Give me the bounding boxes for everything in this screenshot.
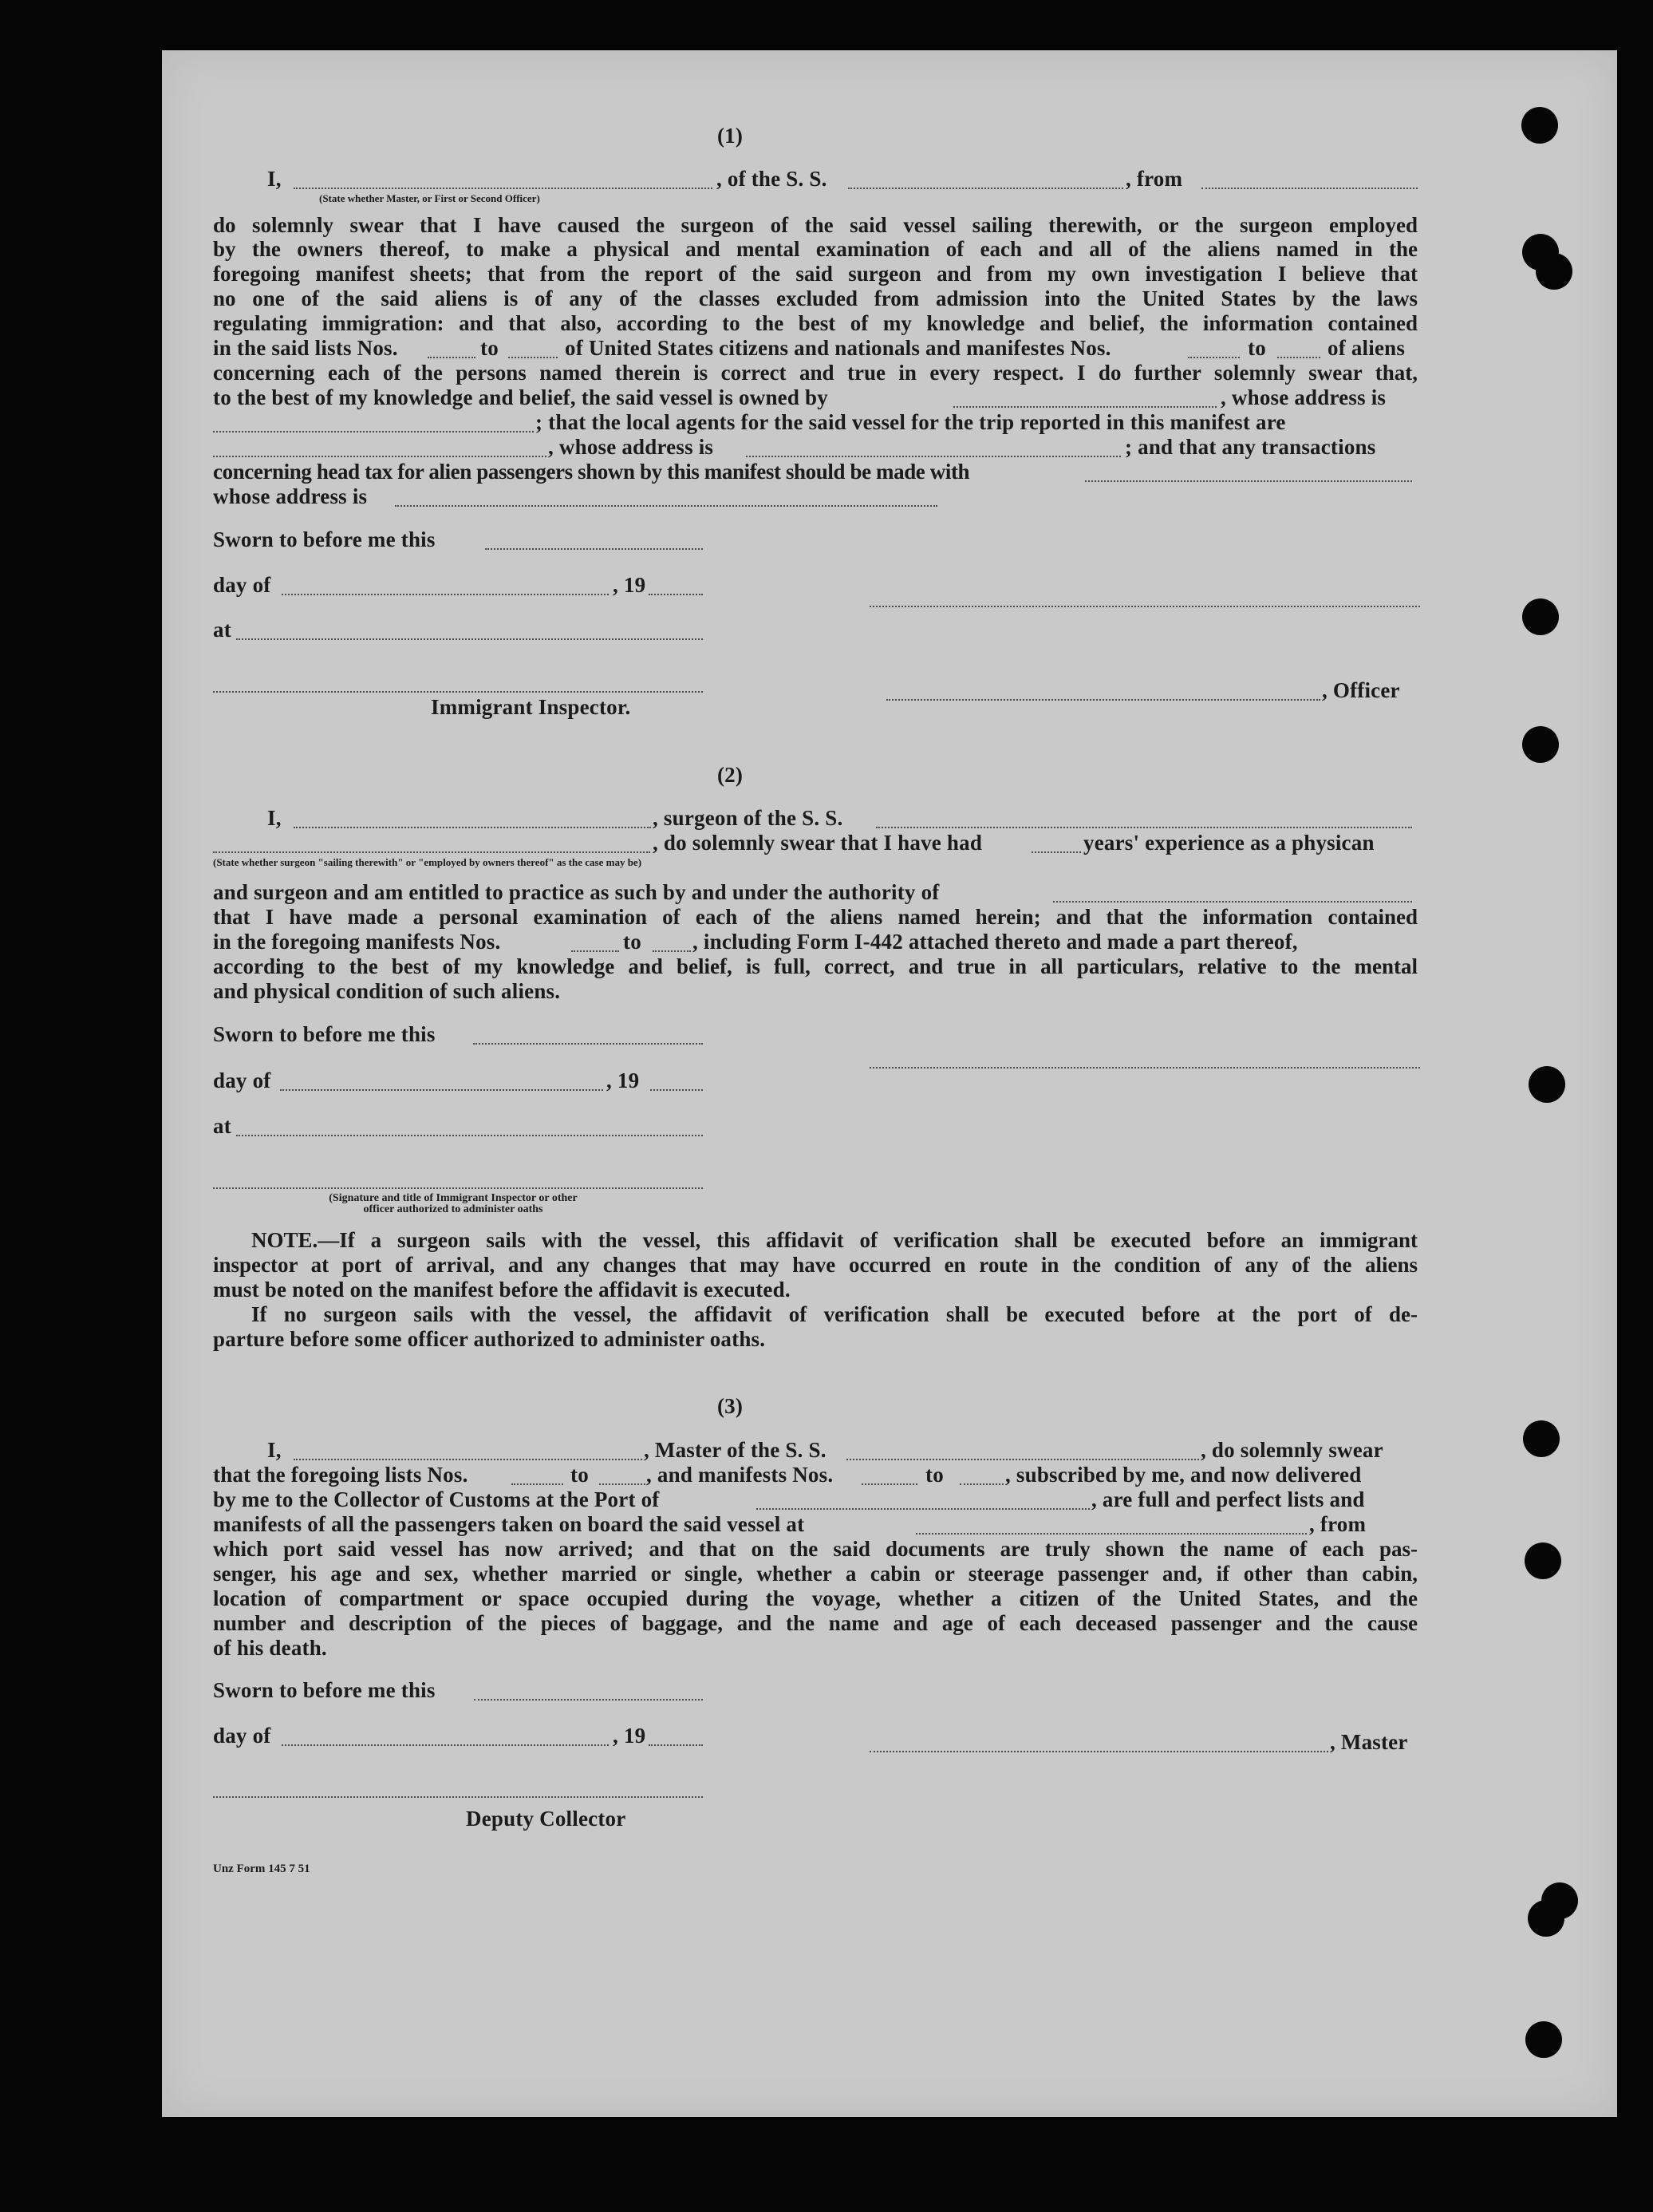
s2-month-field[interactable] bbox=[280, 1089, 603, 1091]
s3-deputy-label: Deputy Collector bbox=[466, 1807, 626, 1831]
s1-at-label: at bbox=[213, 618, 231, 642]
s1-local-agents-label: ; that the local agents for the said vessel for the trip reported in this manifest are bbox=[535, 410, 1286, 434]
s3-port-label: by me to the Collector of Customs at the Port of bbox=[213, 1487, 660, 1511]
s3-port-field[interactable] bbox=[756, 1508, 1090, 1510]
s2-years-label: years' experience as a physican bbox=[1083, 831, 1375, 855]
s3-lists-from-field[interactable] bbox=[511, 1483, 563, 1485]
s3-master-name-field[interactable] bbox=[294, 1459, 642, 1460]
s3-from-label: , from bbox=[1309, 1512, 1367, 1536]
s1-year-label: , 19 bbox=[613, 573, 646, 597]
punch-hole bbox=[1522, 726, 1559, 763]
s3-para-line: which port said vessel has now arrived; and that on the said documents are truly shown the name of each pas- bbox=[213, 1537, 1418, 1561]
s2-swear-label: , do solemnly swear that I have had bbox=[653, 831, 983, 855]
s2-authority-label: and surgeon and am entitled to practice as such by and under the authority of bbox=[213, 880, 940, 904]
s2-at-place-field[interactable] bbox=[236, 1135, 703, 1136]
punch-hole bbox=[1523, 1420, 1560, 1457]
s1-para-line: do solemnly swear that I have caused the surgeon of the said vessel sailing therewith, or the surgeon employed bbox=[213, 213, 1418, 237]
s1-manifests-to-field[interactable] bbox=[1277, 357, 1320, 358]
punch-hole bbox=[1536, 253, 1572, 290]
s1-manifests-label: of United States citizens and nationals and manifestes Nos. bbox=[565, 336, 1111, 360]
s3-year-field[interactable] bbox=[649, 1744, 703, 1746]
s2-form-label: , including Form I-442 attached thereto and made a part thereof, bbox=[692, 930, 1298, 954]
s1-para-line: foregoing manifest sheets; that from the report of the said surgeon and from my own investigation I believe that bbox=[213, 262, 1418, 286]
s3-vessel-name-field[interactable] bbox=[846, 1459, 1199, 1460]
s3-manifests-label: , and manifests Nos. bbox=[646, 1463, 834, 1487]
s3-para-line: senger, his age and sex, whether married or single, whether a cabin or steerage passenger and, if other than cabin, bbox=[213, 1562, 1418, 1586]
s2-signature-note-1: (Signature and title of Immigrant Inspector or other bbox=[329, 1192, 578, 1204]
note-line: must be noted on the manifest before the affidavit is executed. bbox=[213, 1278, 791, 1302]
s1-lists-from-field[interactable] bbox=[428, 357, 475, 358]
s3-para-end: of his death. bbox=[213, 1636, 327, 1660]
s2-day-of-label: day of bbox=[213, 1068, 271, 1092]
s1-owned-by-label: to the best of my knowledge and belief, the said vessel is owned by bbox=[213, 385, 828, 409]
s2-authority-field[interactable] bbox=[1053, 901, 1412, 903]
s3-sworn-label: Sworn to before me this bbox=[213, 1678, 436, 1702]
note-line: parture before some officer authorized to administer oaths. bbox=[213, 1327, 766, 1351]
punch-hole bbox=[1525, 1542, 1561, 1579]
s1-officer-label: , Officer bbox=[1322, 678, 1400, 702]
s3-day-of-label: day of bbox=[213, 1724, 271, 1748]
punch-hole bbox=[1522, 598, 1559, 635]
s1-of-ss-label: , of the S. S. bbox=[716, 167, 827, 191]
s3-month-field[interactable] bbox=[282, 1744, 609, 1746]
s2-year-label: , 19 bbox=[606, 1068, 640, 1092]
s1-agents-address-field[interactable] bbox=[746, 456, 1121, 457]
punch-hole bbox=[1521, 107, 1558, 144]
s2-surgeon-name-field[interactable] bbox=[294, 827, 651, 828]
s2-status-note: (State whether surgeon "sailing therewith" or "employed by owners thereof" as the case may be) bbox=[213, 856, 642, 868]
s1-para-line: regulating immigration: and that also, according to the best of my knowledge and belief, the information contained bbox=[213, 311, 1418, 335]
s3-master-of-label: , Master of the S. S. bbox=[644, 1438, 826, 1462]
s3-para-line: number and description of the pieces of baggage, and the name and age of each deceased passenger and the cause bbox=[213, 1611, 1418, 1635]
s1-officer-name-field[interactable] bbox=[294, 188, 712, 189]
s2-i-label: I, bbox=[267, 806, 282, 830]
s3-sworn-day-field[interactable] bbox=[474, 1699, 703, 1700]
punch-hole bbox=[1528, 1900, 1564, 1937]
s1-lists-label: in the said lists Nos. bbox=[213, 336, 398, 360]
s1-sworn-label: Sworn to before me this bbox=[213, 527, 436, 551]
s1-officer-note: (State whether Master, or First or Second Officer) bbox=[319, 192, 540, 204]
s1-inspector-label: Immigrant Inspector. bbox=[431, 695, 631, 719]
s3-master-signature-field[interactable] bbox=[870, 1751, 1328, 1752]
s2-surgeon-of-label: , surgeon of the S. S. bbox=[653, 806, 843, 830]
s1-vessel-name-field[interactable] bbox=[848, 188, 1123, 189]
s2-years-field[interactable] bbox=[1032, 851, 1081, 853]
s1-para-line: by the owners thereof, to make a physical and mental examination of each and all of the aliens named in the bbox=[213, 237, 1418, 261]
s1-head-tax-label: concerning head tax for alien passengers shown by this manifest should be made with bbox=[213, 460, 970, 484]
s3-manifests-to-field[interactable] bbox=[960, 1483, 1004, 1485]
s1-para-line: no one of the said aliens is of any of the classes excluded from admission into the United States by the laws bbox=[213, 286, 1418, 310]
s1-agents-field[interactable] bbox=[213, 456, 546, 457]
s3-i-label: I, bbox=[267, 1438, 282, 1462]
s1-owner-address-field[interactable] bbox=[213, 431, 534, 433]
s2-vessel-name-field[interactable] bbox=[876, 827, 1412, 828]
note-line: NOTE.—If a surgeon sails with the vessel, this affidavit of verification shall be executed before an immigrant bbox=[251, 1228, 1418, 1252]
s3-departure-port-field[interactable] bbox=[916, 1533, 1307, 1535]
form-number: Unz Form 145 7 51 bbox=[213, 1862, 310, 1875]
s2-sworn-day-field[interactable] bbox=[473, 1043, 703, 1045]
s3-manifests-from-field[interactable] bbox=[862, 1483, 917, 1485]
s1-of-aliens-label: of aliens bbox=[1328, 336, 1406, 360]
s2-manifests-from-field[interactable] bbox=[571, 950, 619, 952]
punch-hole bbox=[1525, 2021, 1562, 2058]
s3-to-label-2: to bbox=[925, 1463, 944, 1487]
s1-to-label-2: to bbox=[1248, 336, 1266, 360]
s3-delivered-label: , subscribed by me, and now delivered bbox=[1005, 1463, 1362, 1487]
s2-manifests-label: in the foregoing manifests Nos. bbox=[213, 930, 501, 954]
s3-swear-label: , do solemnly swear bbox=[1201, 1438, 1383, 1462]
s1-at-place-field[interactable] bbox=[236, 638, 703, 640]
s1-officer-title-field[interactable] bbox=[886, 699, 1320, 701]
s2-at-label: at bbox=[213, 1114, 231, 1138]
s1-day-of-label: day of bbox=[213, 573, 271, 597]
section-2-number: (2) bbox=[716, 763, 744, 787]
s1-officer-signature-field[interactable] bbox=[870, 606, 1420, 607]
s1-head-tax-address-field[interactable] bbox=[395, 505, 937, 507]
s3-lists-label: that the foregoing lists Nos. bbox=[213, 1463, 468, 1487]
s1-year-field[interactable] bbox=[649, 594, 703, 595]
s1-from-label: , from bbox=[1126, 167, 1183, 191]
s2-para-line: that I have made a personal examination of each of the aliens named herein; and that the information contained bbox=[213, 905, 1418, 929]
s1-head-tax-field[interactable] bbox=[1085, 480, 1412, 482]
s1-whose-address-label: , whose address is bbox=[1221, 385, 1387, 409]
s2-inspector-signature-field[interactable] bbox=[213, 1187, 703, 1189]
s2-year-field[interactable] bbox=[650, 1089, 703, 1091]
s3-to-label: to bbox=[570, 1463, 589, 1487]
document-sheet bbox=[162, 50, 1617, 2117]
s1-lists-to-field[interactable] bbox=[508, 357, 558, 358]
punch-hole bbox=[1529, 1066, 1565, 1103]
section-3-number: (3) bbox=[716, 1394, 744, 1418]
s3-year-label: , 19 bbox=[613, 1724, 646, 1748]
s2-to-label: to bbox=[623, 930, 641, 954]
s1-from-port-field[interactable] bbox=[1201, 188, 1418, 189]
s3-para-line: location of compartment or space occupied during the voyage, whether a citizen of the United States, and the bbox=[213, 1586, 1418, 1610]
s2-para-line: according to the best of my knowledge and belief, is full, correct, and true in all particulars, relative to the mental bbox=[213, 954, 1418, 978]
s1-inspector-signature-field[interactable] bbox=[213, 691, 703, 693]
s1-sworn-day-field[interactable] bbox=[485, 548, 703, 550]
s2-sworn-label: Sworn to before me this bbox=[213, 1022, 436, 1046]
note-line: inspector at port of arrival, and any changes that may have occurred en route in the condition of any of the aliens bbox=[213, 1253, 1418, 1277]
s1-i-label: I, bbox=[267, 167, 282, 191]
s2-para-end: and physical condition of such aliens. bbox=[213, 979, 561, 1003]
s3-lists-to-field[interactable] bbox=[599, 1483, 645, 1485]
s2-signature-note-2: officer authorized to administer oaths bbox=[363, 1203, 543, 1215]
s1-owner-field[interactable] bbox=[953, 406, 1217, 408]
s1-to-label: to bbox=[480, 336, 499, 360]
s1-agents-address-label: , whose address is bbox=[548, 435, 714, 459]
s3-deputy-signature-field[interactable] bbox=[213, 1796, 703, 1798]
s1-transactions-label: ; and that any transactions bbox=[1125, 435, 1376, 459]
s3-master-label: , Master bbox=[1330, 1730, 1408, 1754]
s1-para-line: concerning each of the persons named therein is correct and true in every respect. I do further solemnly swear that, bbox=[213, 361, 1418, 385]
s3-taken-on-label: manifests of all the passengers taken on board the said vessel at bbox=[213, 1512, 805, 1536]
s3-lists-full-label: , are full and perfect lists and bbox=[1091, 1487, 1365, 1511]
s1-whose-address-label-2: whose address is bbox=[213, 484, 368, 508]
s1-month-field[interactable] bbox=[282, 594, 609, 595]
s2-surgeon-signature-field[interactable] bbox=[870, 1067, 1420, 1068]
s2-manifests-to-field[interactable] bbox=[653, 950, 691, 952]
section-1-number: (1) bbox=[716, 124, 744, 148]
note-line: If no surgeon sails with the vessel, the affidavit of verification shall be executed before at the port of de- bbox=[251, 1302, 1418, 1326]
s1-manifests-from-field[interactable] bbox=[1188, 357, 1240, 358]
s2-surgeon-status-field[interactable] bbox=[213, 851, 650, 853]
